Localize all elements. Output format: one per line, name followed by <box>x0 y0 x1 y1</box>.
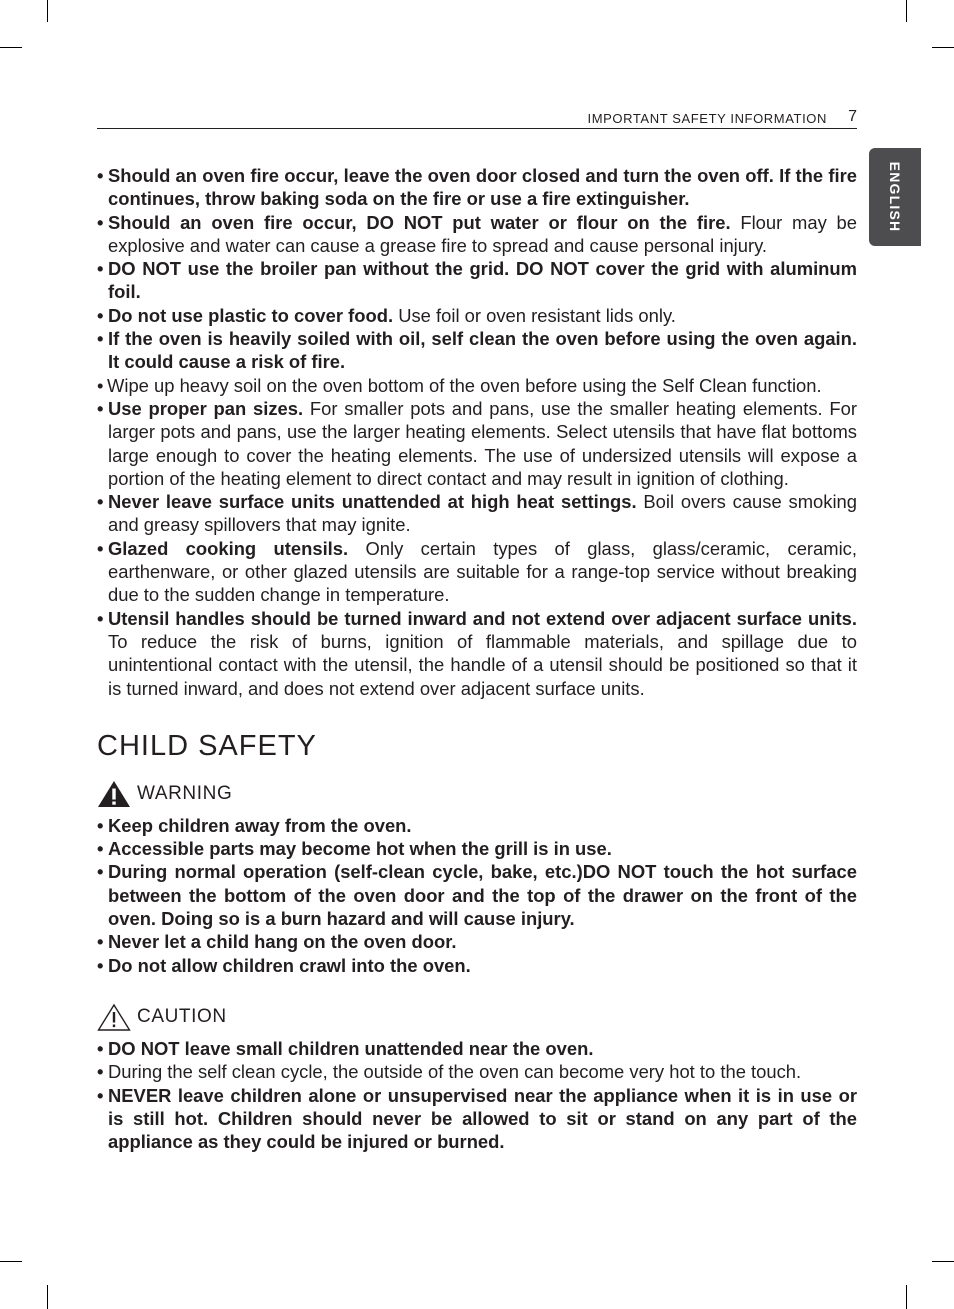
caution-icon <box>97 1003 131 1031</box>
item-bold: Never leave surface units unattended at high heat settings. <box>108 491 637 513</box>
item-text: Use foil or oven resistant lids only. <box>393 304 676 326</box>
item-bold: Use proper pan sizes. <box>108 397 304 419</box>
item-bold: Keep children away from the oven. <box>108 814 412 836</box>
item-bold: Accessible parts may become hot when the grill is in use. <box>108 838 612 860</box>
crop-mark <box>0 47 22 48</box>
section-heading: CHILD SAFETY <box>97 729 317 762</box>
list-item <box>97 374 857 397</box>
list-item <box>97 954 857 977</box>
item-text: Boil overs cause smoking and greasy spillovers that may ignite. <box>108 491 857 536</box>
crop-mark <box>47 0 48 22</box>
item-bold: Should an oven fire occur, DO NOT put water or flour on the fire. <box>108 211 731 233</box>
item-text: During the self clean cycle, the outside of the oven can become very hot to the touch. <box>108 1061 802 1083</box>
list-item <box>97 327 857 374</box>
item-bold: Never let a child hang on the oven door. <box>108 931 457 953</box>
list-item <box>97 930 857 953</box>
crop-mark <box>906 1285 907 1309</box>
caution-label: CAUTION <box>137 1005 227 1027</box>
item-bold: Do not use plastic to cover food. <box>108 304 394 326</box>
item-text: For smaller pots and pans, use the smaller heating elements. For larger pots and pans, use the larger heating elements. Select utensils that have flat bottoms large enough to cover the heating elements. The use of undersized utensils will expose a portion of the heating element to direct contact and may result in ignition of clothing. <box>108 397 857 489</box>
language-tab <box>869 148 921 246</box>
item-text: Only certain types of glass, glass/ceramic, ceramic, earthenware, or other glazed utensils are suitable for a range-top service without breaking due to the sudden change in temperature. <box>108 537 857 606</box>
item-bold: Glazed cooking utensils. <box>108 537 349 559</box>
caution-list <box>97 1037 857 1153</box>
crop-mark <box>906 0 907 22</box>
warning-icon <box>97 780 131 808</box>
item-bold: NEVER leave children alone or unsupervised near the appliance when it is in use or is still hot. Children should never be allowed to sit or stand on any part of the appliance as they could be injured or burned. <box>108 1084 857 1153</box>
crop-mark <box>932 47 954 48</box>
list-item <box>97 1037 857 1060</box>
list-item <box>97 257 857 304</box>
list-item <box>97 537 857 607</box>
warning-label: WARNING <box>137 782 233 804</box>
item-text: To reduce the risk of burns, ignition of flammable materials, and spillage due to unintentional contact with the utensil, the handle of a utensil should be positioned so that it is turned inward, and does not extend over adjacent surface units. <box>108 630 857 699</box>
item-bold: DO NOT use the broiler pan without the grid. DO NOT cover the grid with aluminum foil. <box>108 258 857 303</box>
item-bold: Do not allow children crawl into the oven. <box>108 954 471 976</box>
item-bold: If the oven is heavily soiled with oil, self clean the oven before using the oven again. It could cause a risk of fire. <box>108 328 857 373</box>
list-item <box>97 860 857 930</box>
list-item <box>97 490 857 537</box>
list-item <box>97 397 857 490</box>
list-item <box>97 814 857 837</box>
item-bold: During normal operation (self-clean cycle, bake, etc.)DO NOT touch the hot surface between the bottom of the oven door and the top of the drawer on the front of the oven. Doing so is a burn hazard and will cause injury. <box>108 861 857 930</box>
fire-safety-list <box>97 164 857 700</box>
item-text: Wipe up heavy soil on the oven bottom of the oven before using the Self Clean function. <box>107 374 822 396</box>
warning-list <box>97 814 857 977</box>
list-item <box>97 1084 857 1154</box>
crop-mark <box>0 1261 22 1262</box>
list-item <box>97 837 857 860</box>
crop-mark <box>932 1261 954 1262</box>
section-title: IMPORTANT SAFETY INFORMATION <box>587 111 827 126</box>
list-item <box>97 607 857 700</box>
item-bold: Utensil handles should be turned inward and not extend over adjacent surface units. <box>108 607 857 629</box>
page-number: 7 <box>848 108 857 125</box>
crop-mark <box>47 1285 48 1309</box>
item-bold: DO NOT leave small children unattended near the oven. <box>108 1037 594 1059</box>
item-text: Flour may be explosive and water can cause a grease fire to spread and cause personal injury. <box>108 211 857 256</box>
page-header <box>97 108 857 129</box>
warning-header <box>97 780 857 808</box>
caution-header <box>97 1003 857 1031</box>
item-bold: Should an oven fire occur, leave the oven door closed and turn the oven off. If the fire continues, throw baking soda on the fire or use a fire extinguisher. <box>108 165 857 210</box>
list-item <box>97 304 857 327</box>
list-item <box>97 1060 857 1083</box>
language-tab-label: ENGLISH <box>887 161 903 233</box>
list-item <box>97 164 857 211</box>
list-item <box>97 211 857 258</box>
main-content <box>97 164 857 1153</box>
